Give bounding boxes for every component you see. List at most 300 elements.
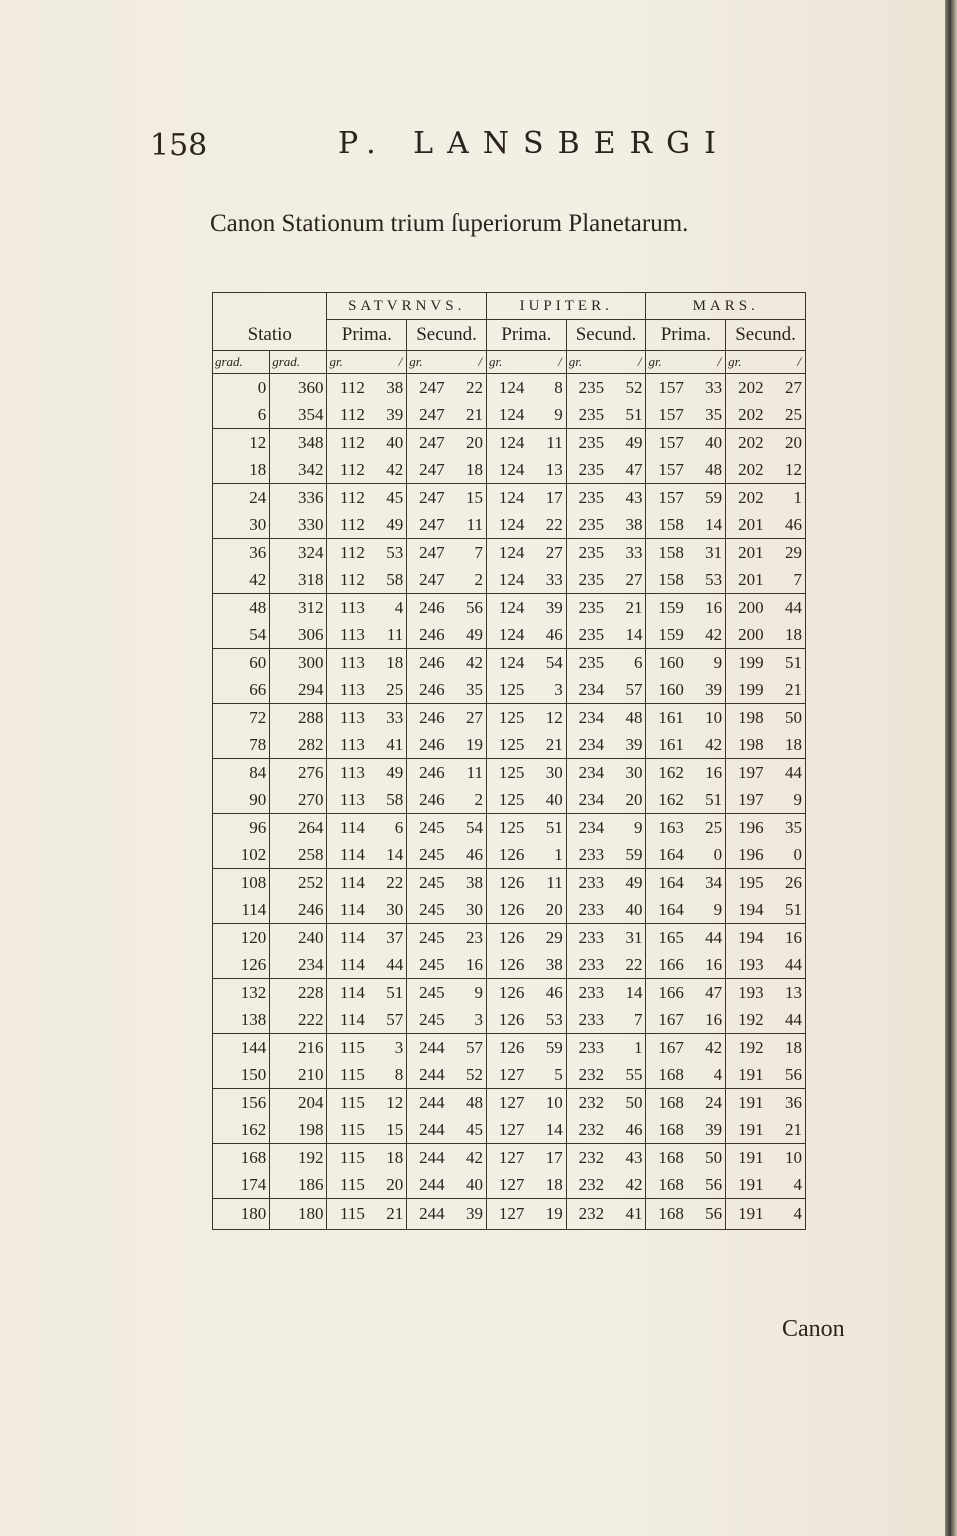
- table-cell: 24: [705, 1092, 723, 1112]
- table-cell: 33: [625, 542, 643, 562]
- table-cell: 202: [726, 401, 767, 429]
- table-cell: 204: [270, 1089, 327, 1117]
- table-cell: 198: [270, 1116, 327, 1144]
- table-cell: 46: [767, 511, 806, 539]
- table-cell: 113: [327, 594, 368, 622]
- table-cell: 33: [705, 377, 723, 397]
- table-cell: 247: [407, 429, 448, 457]
- table-cell: 39: [687, 676, 726, 704]
- table-cell: 244: [407, 1089, 448, 1117]
- table-cell: 44: [767, 1006, 806, 1034]
- table-cell: 42: [368, 456, 407, 484]
- table-cell: 19: [448, 731, 487, 759]
- table-cell: 30: [368, 896, 407, 924]
- table-cell: 245: [407, 979, 448, 1007]
- table-cell: 194: [726, 896, 767, 924]
- subhead-saturnus-secund: Secund.: [407, 320, 487, 351]
- table-row: [213, 704, 806, 732]
- table-cell: 20: [465, 432, 483, 452]
- subhead-saturnus-prima: Prima.: [327, 320, 407, 351]
- table-cell: 35: [687, 401, 726, 429]
- table-cell: 354: [270, 401, 327, 429]
- table-cell: 247: [407, 456, 448, 484]
- table-cell: 150: [213, 1061, 270, 1089]
- table-cell: 60: [249, 652, 267, 672]
- table-cell: 124: [486, 594, 527, 622]
- table-row: [213, 786, 806, 814]
- table-cell: 200: [726, 621, 767, 649]
- table-cell: 8: [554, 377, 563, 397]
- table-cell: 158: [646, 539, 687, 567]
- table-cell: 48: [625, 707, 643, 727]
- table-cell: 246: [407, 621, 448, 649]
- table-cell: 49: [625, 872, 643, 892]
- table-cell: 234: [270, 951, 327, 979]
- table-row: [213, 456, 806, 484]
- table-cell: 125: [486, 814, 527, 842]
- unit-gr: gr.: [486, 351, 527, 374]
- table-cell: 244: [407, 1061, 448, 1089]
- table-cell: 127: [486, 1199, 527, 1230]
- table-cell: 1: [527, 841, 566, 869]
- table-cell: 102: [213, 841, 270, 869]
- table-cell: 113: [327, 759, 368, 787]
- table-cell: 157: [646, 484, 687, 512]
- table-cell: 39: [545, 597, 563, 617]
- table-cell: 22: [465, 377, 483, 397]
- table-cell: 18: [767, 731, 806, 759]
- table-cell: 198: [726, 704, 767, 732]
- running-head: P. LANSBERGI: [338, 126, 730, 161]
- table-cell: 31: [625, 927, 643, 947]
- subhead-iupiter-secund: Secund.: [566, 320, 646, 351]
- table-cell: 1: [633, 1037, 643, 1057]
- table-cell: 247: [407, 566, 448, 594]
- table-cell: 124: [486, 484, 527, 512]
- table-cell: 159: [646, 621, 687, 649]
- table-cell: 252: [270, 869, 327, 897]
- table-cell: 41: [368, 731, 407, 759]
- table-cell: 162: [646, 759, 687, 787]
- table-cell: 14: [527, 1116, 566, 1144]
- table-cell: 360: [270, 374, 327, 402]
- table-cell: 161: [646, 704, 687, 732]
- table-cell: 233: [566, 896, 607, 924]
- table-cell: 159: [646, 594, 687, 622]
- table-cell: 16: [705, 762, 723, 782]
- table-cell: 21: [448, 401, 487, 429]
- table-cell: 39: [607, 731, 646, 759]
- table-cell: 42: [687, 731, 726, 759]
- table-cell: 42: [607, 1171, 646, 1199]
- table-cell: 51: [545, 817, 563, 837]
- table-cell: 197: [726, 759, 767, 787]
- table-cell: 124: [486, 566, 527, 594]
- table-cell: 127: [486, 1089, 527, 1117]
- table-cell: 157: [646, 429, 687, 457]
- table-cell: 234: [566, 676, 607, 704]
- table-cell: 234: [566, 731, 607, 759]
- unit-min: /: [527, 351, 566, 374]
- table-cell: 30: [448, 896, 487, 924]
- table-cell: 245: [407, 869, 448, 897]
- table-cell: 56: [687, 1171, 726, 1199]
- table-cell: 174: [213, 1171, 270, 1199]
- table-cell: 14: [607, 621, 646, 649]
- table-cell: 158: [646, 511, 687, 539]
- table-row: [213, 566, 806, 594]
- table-cell: 168: [646, 1061, 687, 1089]
- table-cell: 246: [270, 896, 327, 924]
- table-cell: 244: [407, 1034, 448, 1062]
- table-cell: 192: [270, 1144, 327, 1172]
- table-cell: 30: [545, 762, 563, 782]
- table-cell: 4: [767, 1199, 806, 1230]
- table-cell: 3: [394, 1037, 404, 1057]
- table-cell: 21: [625, 597, 643, 617]
- table-cell: 8: [368, 1061, 407, 1089]
- table-cell: 40: [386, 432, 404, 452]
- table-cell: 115: [327, 1199, 368, 1230]
- table-cell: 191: [726, 1061, 767, 1089]
- table-cell: 108: [240, 872, 267, 892]
- table-cell: 306: [270, 621, 327, 649]
- table-cell: 57: [368, 1006, 407, 1034]
- table-cell: 52: [625, 377, 643, 397]
- table-cell: 124: [486, 511, 527, 539]
- table-cell: 194: [726, 924, 767, 952]
- table-cell: 168: [646, 1171, 687, 1199]
- table-cell: 164: [646, 869, 687, 897]
- table-cell: 180: [213, 1199, 270, 1230]
- table-cell: 3: [448, 1006, 487, 1034]
- table-cell: 41: [607, 1199, 646, 1230]
- stations-table-container: [212, 292, 806, 1230]
- table-cell: 9: [474, 982, 483, 1002]
- table-cell: 234: [566, 814, 607, 842]
- catchword: Canon: [782, 1316, 845, 1342]
- table-cell: 12: [249, 432, 267, 452]
- table-cell: 11: [448, 511, 487, 539]
- table-cell: 233: [566, 951, 607, 979]
- table-row: [213, 731, 806, 759]
- table-cell: 22: [527, 511, 566, 539]
- table-cell: 7: [607, 1006, 646, 1034]
- table-row: [213, 621, 806, 649]
- subhead-mars-prima: Prima.: [646, 320, 726, 351]
- table-cell: 193: [726, 979, 767, 1007]
- table-cell: 112: [327, 456, 368, 484]
- table-cell: 245: [407, 1006, 448, 1034]
- table-row: [213, 1171, 806, 1199]
- table-cell: 162: [646, 786, 687, 814]
- subhead-iupiter-prima: Prima.: [486, 320, 566, 351]
- table-cell: 163: [646, 814, 687, 842]
- table-cell: 125: [486, 731, 527, 759]
- table-cell: 47: [705, 982, 723, 1002]
- table-cell: 84: [249, 762, 267, 782]
- table-cell: 282: [270, 731, 327, 759]
- table-row: [213, 869, 806, 897]
- table-cell: 232: [566, 1144, 607, 1172]
- table-row: [213, 484, 806, 512]
- table-cell: 2: [448, 786, 487, 814]
- statio-label: Statio: [213, 320, 327, 351]
- table-cell: 27: [465, 707, 483, 727]
- table-row: [213, 841, 806, 869]
- table-cell: 39: [687, 1116, 726, 1144]
- table-cell: 21: [767, 676, 806, 704]
- table-cell: 58: [368, 786, 407, 814]
- table-cell: 234: [566, 759, 607, 787]
- table-cell: 233: [566, 841, 607, 869]
- table-cell: 246: [407, 594, 448, 622]
- table-cell: 6: [213, 401, 270, 429]
- table-cell: 124: [486, 649, 527, 677]
- table-row: [213, 649, 806, 677]
- table-cell: 50: [625, 1092, 643, 1112]
- table-cell: 210: [270, 1061, 327, 1089]
- table-cell: 195: [726, 869, 767, 897]
- statio-blank: [213, 293, 327, 320]
- table-cell: 53: [386, 542, 404, 562]
- table-cell: 124: [486, 456, 527, 484]
- table-cell: 235: [566, 511, 607, 539]
- table-cell: 45: [448, 1116, 487, 1144]
- table-cell: 157: [646, 374, 687, 402]
- table-cell: 48: [687, 456, 726, 484]
- table-cell: 44: [785, 762, 802, 782]
- table-cell: 202: [726, 484, 767, 512]
- table-cell: 235: [566, 649, 607, 677]
- table-cell: 37: [386, 927, 404, 947]
- table-cell: 114: [327, 951, 368, 979]
- table-cell: 235: [566, 566, 607, 594]
- table-body: [213, 374, 806, 1230]
- table-cell: 120: [240, 927, 267, 947]
- table-cell: 9: [633, 817, 643, 837]
- planet-saturnus: SATVRNVS.: [327, 293, 487, 320]
- table-cell: 25: [705, 817, 723, 837]
- table-cell: 330: [270, 511, 327, 539]
- table-cell: 50: [705, 1147, 723, 1167]
- table-cell: 49: [625, 432, 643, 452]
- table-cell: 186: [270, 1171, 327, 1199]
- table-cell: 144: [240, 1037, 267, 1057]
- table-cell: 16: [705, 597, 723, 617]
- table-cell: 126: [486, 951, 527, 979]
- table-cell: 49: [448, 621, 487, 649]
- table-cell: 114: [327, 896, 368, 924]
- table-cell: 112: [327, 484, 368, 512]
- table-cell: 300: [270, 649, 327, 677]
- table-cell: 124: [486, 539, 527, 567]
- table-cell: 13: [785, 982, 802, 1002]
- table-cell: 18: [527, 1171, 566, 1199]
- planet-header-row: [213, 293, 806, 320]
- table-cell: 18: [213, 456, 270, 484]
- table-cell: 113: [327, 786, 368, 814]
- table-cell: 196: [726, 814, 767, 842]
- table-cell: 5: [527, 1061, 566, 1089]
- table-cell: 72: [249, 707, 267, 727]
- table-row: [213, 1061, 806, 1089]
- table-cell: 246: [407, 759, 448, 787]
- table-cell: 38: [607, 511, 646, 539]
- table-cell: 157: [646, 456, 687, 484]
- table-cell: 11: [466, 762, 483, 782]
- table-cell: 4: [767, 1171, 806, 1199]
- table-row: [213, 401, 806, 429]
- table-cell: 233: [566, 924, 607, 952]
- table-cell: 9: [687, 896, 726, 924]
- subhead-mars-secund: Secund.: [726, 320, 806, 351]
- table-cell: 199: [726, 649, 767, 677]
- table-cell: 201: [726, 539, 767, 567]
- table-cell: 245: [407, 841, 448, 869]
- table-row: [213, 511, 806, 539]
- table-cell: 112: [327, 401, 368, 429]
- table-cell: 191: [726, 1171, 767, 1199]
- table-cell: 126: [486, 1006, 527, 1034]
- table-cell: 124: [486, 621, 527, 649]
- table-cell: 1: [793, 487, 802, 507]
- table-cell: 51: [785, 652, 802, 672]
- table-cell: 228: [270, 979, 327, 1007]
- table-cell: 160: [646, 676, 687, 704]
- table-cell: 124: [486, 429, 527, 457]
- table-cell: 42: [213, 566, 270, 594]
- table-cell: 54: [545, 652, 563, 672]
- table-cell: 234: [566, 786, 607, 814]
- table-row: [213, 924, 806, 952]
- table-cell: 233: [566, 979, 607, 1007]
- table-cell: 44: [705, 927, 723, 947]
- table-cell: 245: [407, 924, 448, 952]
- table-cell: 18: [386, 1147, 404, 1167]
- table-cell: 294: [270, 676, 327, 704]
- table-cell: 191: [726, 1116, 767, 1144]
- table-cell: 21: [527, 731, 566, 759]
- table-cell: 59: [545, 1037, 563, 1057]
- table-cell: 22: [607, 951, 646, 979]
- table-cell: 166: [646, 951, 687, 979]
- unit-gr: gr.: [646, 351, 687, 374]
- table-cell: 18: [386, 652, 404, 672]
- table-cell: 233: [566, 1006, 607, 1034]
- table-cell: 22: [386, 872, 404, 892]
- table-cell: 17: [545, 487, 563, 507]
- table-cell: 232: [566, 1116, 607, 1144]
- table-cell: 49: [386, 762, 404, 782]
- table-cell: 164: [646, 896, 687, 924]
- table-cell: 112: [327, 566, 368, 594]
- table-cell: 235: [566, 374, 607, 402]
- table-cell: 124: [486, 401, 527, 429]
- table-row: [213, 814, 806, 842]
- table-cell: 201: [726, 511, 767, 539]
- table-cell: 247: [407, 374, 448, 402]
- table-cell: 40: [607, 896, 646, 924]
- table-cell: 246: [407, 786, 448, 814]
- table-cell: 240: [270, 924, 327, 952]
- table-cell: 3: [527, 676, 566, 704]
- table-cell: 156: [240, 1092, 267, 1112]
- unit-min: /: [687, 351, 726, 374]
- table-cell: 196: [726, 841, 767, 869]
- table-cell: 43: [625, 1147, 643, 1167]
- table-cell: 25: [368, 676, 407, 704]
- table-cell: 233: [566, 1034, 607, 1062]
- unit-min: /: [607, 351, 646, 374]
- table-cell: 245: [407, 896, 448, 924]
- table-cell: 16: [687, 1006, 726, 1034]
- table-cell: 138: [213, 1006, 270, 1034]
- table-cell: 232: [566, 1199, 607, 1230]
- table-cell: 324: [270, 539, 327, 567]
- table-cell: 160: [646, 649, 687, 677]
- table-cell: 235: [566, 484, 607, 512]
- table-cell: 235: [566, 429, 607, 457]
- page-number: 158: [150, 128, 208, 163]
- table-cell: 10: [545, 1092, 563, 1112]
- table-cell: 16: [785, 927, 802, 947]
- table-cell: 115: [327, 1144, 368, 1172]
- table-cell: 235: [566, 594, 607, 622]
- table-cell: 198: [726, 731, 767, 759]
- table-row: [213, 1144, 806, 1172]
- table-cell: 113: [327, 731, 368, 759]
- table-cell: 192: [726, 1034, 767, 1062]
- table-cell: 264: [270, 814, 327, 842]
- table-cell: 247: [407, 401, 448, 429]
- table-cell: 193: [726, 951, 767, 979]
- table-cell: 78: [213, 731, 270, 759]
- table-cell: 113: [327, 621, 368, 649]
- table-cell: 126: [486, 924, 527, 952]
- table-cell: 44: [368, 951, 407, 979]
- table-cell: 157: [646, 401, 687, 429]
- table-cell: 34: [705, 872, 723, 892]
- table-cell: 9: [767, 786, 806, 814]
- table-cell: 57: [607, 676, 646, 704]
- table-cell: 126: [486, 841, 527, 869]
- table-cell: 18: [767, 621, 806, 649]
- table-cell: 9: [713, 652, 723, 672]
- table-cell: 114: [327, 841, 368, 869]
- planet-mars: MARS.: [646, 293, 806, 320]
- table-cell: 21: [767, 1116, 806, 1144]
- table-cell: 27: [785, 377, 802, 397]
- table-cell: 36: [249, 542, 267, 562]
- table-cell: 0: [687, 841, 726, 869]
- table-cell: 46: [527, 621, 566, 649]
- table-cell: 40: [448, 1171, 487, 1199]
- table-cell: 38: [386, 377, 404, 397]
- table-cell: 59: [607, 841, 646, 869]
- table-cell: 199: [726, 676, 767, 704]
- table-cell: 191: [726, 1089, 767, 1117]
- table-cell: 235: [566, 539, 607, 567]
- table-cell: 10: [705, 707, 723, 727]
- table-cell: 258: [270, 841, 327, 869]
- table-cell: 26: [785, 872, 802, 892]
- table-cell: 126: [486, 896, 527, 924]
- table-cell: 90: [213, 786, 270, 814]
- table-cell: 16: [448, 951, 487, 979]
- table-cell: 115: [327, 1171, 368, 1199]
- table-cell: 11: [546, 872, 563, 892]
